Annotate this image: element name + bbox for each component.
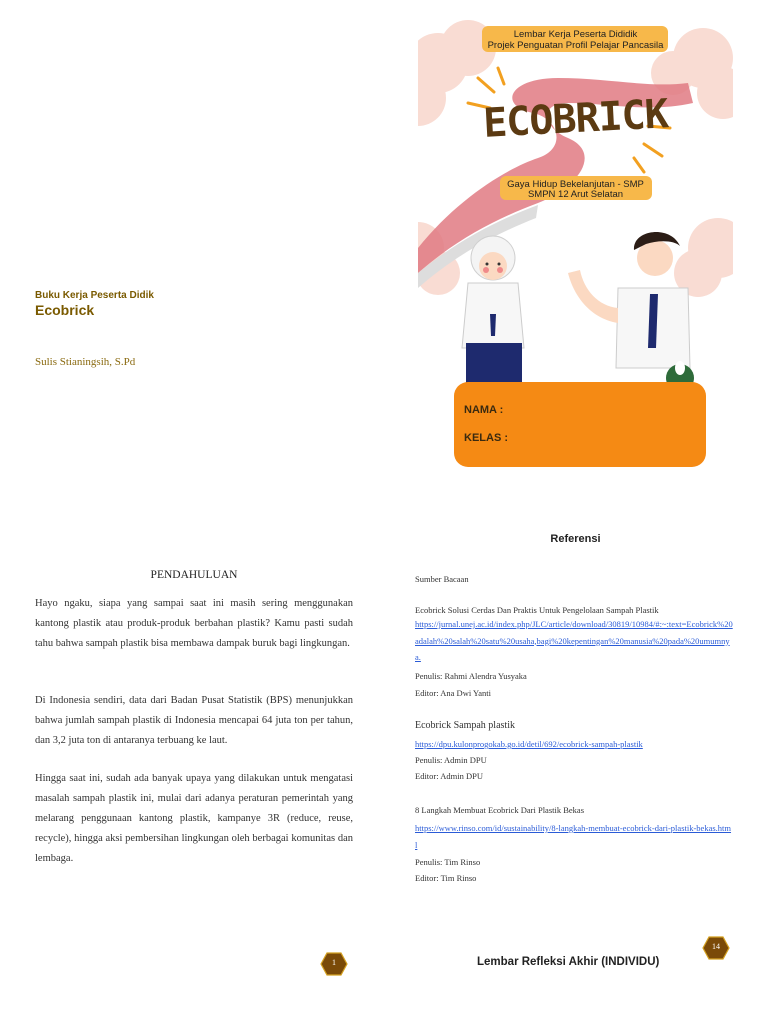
ref-2-author: Penulis: Admin DPU — [415, 755, 487, 765]
book-subtitle: Buku Kerja Peserta Didik — [35, 290, 154, 301]
ref-2-editor: Editor: Admin DPU — [415, 771, 484, 781]
intro-paragraph-2: Di Indonesia sendiri, data dari Badan Pusat Statistik (BPS) menunjukkan bahwa jumlah sampah plastik di Indonesia mencapai 64 juta ton per tahun, dan 3,2 juta ton di antaranya terbuang ke laut. — [35, 695, 353, 746]
ref-1-title: Ecobrick Solusi Cerdas Dan Praktis Untuk Pengelolaan Sampah Plastik — [415, 605, 659, 615]
ref-3-link[interactable]: https://www.rinso.com/id/sustainability/8-langkah-membuat-ecobrick-dari-plastik-bekas.html — [415, 823, 732, 850]
book-author: Sulis Stianingsih, S.Pd — [35, 356, 136, 368]
cover-sub-line-1: Gaya Hidup Bekelanjutan - SMP — [507, 179, 644, 190]
ref-2-link[interactable]: https://dpu.kulonprogokab.go.id/detil/692/ecobrick-sampah-plastik — [415, 739, 643, 749]
ref-1-author: Penulis: Rahmi Alendra Yusyaka — [415, 671, 527, 681]
page-number-left: 1 — [332, 958, 336, 967]
cover-title: ECOBRICK — [482, 91, 669, 147]
ref-1-link[interactable]: https://jurnal.unej.ac.id/index.php/JLC/article/download/30819/10984/#:~:text=Ecobrick%20adalah%20salah%20satu%20usaha,bagi%20kepentingan%20manusia%20pada%20umumnya. — [415, 619, 733, 662]
name-class-box — [454, 382, 706, 467]
class-label: KELAS : — [464, 432, 508, 444]
intro-heading: PENDAHULUAN — [150, 569, 238, 581]
ref-2-title: Ecobrick Sampah plastik — [415, 720, 515, 731]
source-label: Sumber Bacaan — [415, 574, 469, 584]
intro-paragraph-1: Hayo ngaku, siapa yang sampai saat ini masih sering menggunakan kantong plastik atau produk-produk berbahan plastik? Kamu pasti sudah tahu bahwa sampah plastik bisa membawa dampak buruk bagi lingkungan. — [35, 598, 353, 649]
ref-3-author: Penulis: Tim Rinso — [415, 857, 481, 867]
ref-1-editor: Editor: Ana Dwi Yanti — [415, 688, 492, 698]
cover-top-line-2: Projek Penguatan Profil Pelajar Pancasila — [487, 40, 664, 51]
cover-illustration — [418, 18, 733, 479]
page-number-right: 14 — [712, 942, 720, 951]
references-heading: Referensi — [550, 533, 601, 545]
name-label: NAMA : — [464, 404, 504, 416]
cover-top-line-1: Lembar Kerja Peserta Dididik — [513, 29, 638, 40]
book-title: Ecobrick — [35, 302, 95, 318]
next-page-title: Lembar Refleksi Akhir (INDIVIDU) — [477, 956, 660, 968]
ref-3-editor: Editor: Tim Rinso — [415, 873, 477, 883]
ref-3-title: 8 Langkah Membuat Ecobrick Dari Plastik Bekas — [415, 805, 585, 815]
cover-sub-line-2: SMPN 12 Arut Selatan — [527, 189, 624, 200]
intro-paragraph-3: Hingga saat ini, sudah ada banyak upaya yang dilakukan untuk mengatasi masalah sampah plastik ini, mulai dari adanya peraturan pemerintah yang melarang penggunaan kantong plastik, kampanye 3R (reduce, reuse, recycle), hingga aksi pembersihan lingkungan oleh berbagai komunitas dan lembaga. — [35, 773, 353, 864]
